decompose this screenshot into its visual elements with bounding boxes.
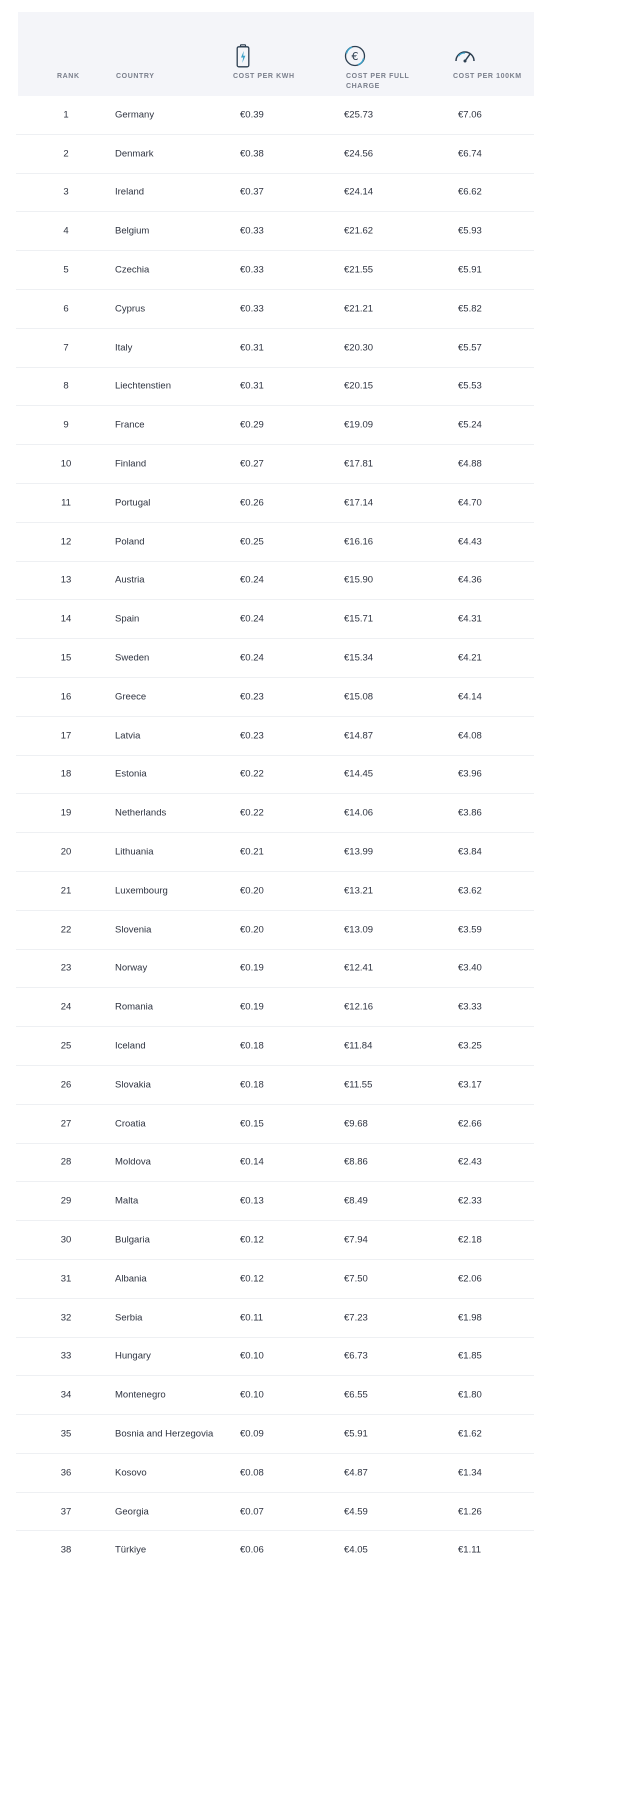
cost-per-full-charge-cell: €9.68	[344, 1118, 368, 1130]
cost-per-kwh-cell: €0.27	[240, 458, 264, 470]
table-row	[16, 174, 534, 213]
rank-cell: 20	[60, 846, 72, 858]
cost-per-100km-cell: €4.43	[458, 536, 482, 548]
rank-cell: 19	[60, 807, 72, 819]
table-body	[0, 96, 550, 1569]
table-row	[16, 1454, 534, 1493]
cost-per-full-charge-cell: €15.34	[344, 652, 374, 664]
country-cell: Türkiye	[115, 1544, 147, 1556]
cost-per-kwh-cell: €0.19	[240, 1001, 264, 1013]
table-row	[16, 600, 534, 639]
euro-coin-icon	[344, 45, 366, 67]
country-cell: Liechtenstien	[115, 380, 171, 392]
rank-cell: 7	[63, 342, 69, 354]
rank-cell: 13	[60, 574, 72, 586]
cost-per-100km-cell: €2.18	[458, 1234, 482, 1246]
cost-per-kwh-cell: €0.33	[240, 303, 264, 315]
cost-per-100km-cell: €1.80	[458, 1389, 482, 1401]
table-row	[16, 1376, 534, 1415]
cost-per-kwh-cell: €0.10	[240, 1350, 264, 1362]
cost-per-full-charge-cell: €16.16	[344, 536, 374, 548]
table-row	[16, 833, 534, 872]
rank-cell: 29	[60, 1195, 72, 1207]
country-cell: Montenegro	[115, 1389, 166, 1401]
cost-per-kwh-cell: €0.38	[240, 148, 264, 160]
rank-cell: 4	[63, 225, 69, 237]
cost-per-kwh-cell: €0.15	[240, 1118, 264, 1130]
cost-per-full-charge-cell: €15.90	[344, 574, 374, 586]
cost-per-100km-cell: €2.66	[458, 1118, 482, 1130]
table-row	[16, 135, 534, 174]
country-cell: France	[115, 419, 145, 431]
cost-per-kwh-cell: €0.39	[240, 109, 264, 121]
rank-cell: 3	[63, 186, 69, 198]
cost-per-kwh-cell: €0.19	[240, 962, 264, 974]
cost-per-100km-cell: €7.06	[458, 109, 482, 121]
table-row	[16, 523, 534, 562]
rank-cell: 33	[60, 1350, 72, 1362]
header-cost-full-line2: CHARGE	[346, 83, 380, 90]
table-row	[16, 251, 534, 290]
cost-per-100km-cell: €1.62	[458, 1428, 482, 1440]
country-cell: Romania	[115, 1001, 154, 1013]
cost-per-full-charge-cell: €21.55	[344, 264, 374, 276]
cost-per-100km-cell: €3.84	[458, 846, 482, 858]
table-row	[16, 1415, 534, 1454]
cost-per-kwh-cell: €0.37	[240, 186, 264, 198]
rank-cell: 22	[60, 924, 72, 936]
country-cell: Spain	[115, 613, 140, 625]
cost-per-full-charge-cell: €21.21	[344, 303, 374, 315]
table-header	[18, 12, 534, 96]
table-row	[16, 678, 534, 717]
rank-cell: 6	[63, 303, 69, 315]
cost-per-full-charge-cell: €19.09	[344, 419, 374, 431]
rank-cell: 25	[60, 1040, 72, 1052]
table-row	[16, 717, 534, 756]
cost-per-full-charge-cell: €8.49	[344, 1195, 368, 1207]
table-row	[16, 756, 534, 795]
rank-cell: 2	[63, 148, 69, 160]
cost-per-kwh-cell: €0.24	[240, 613, 264, 625]
cost-per-kwh-cell: €0.09	[240, 1428, 264, 1440]
header-cost-per-kwh: COST PER KWH	[233, 73, 295, 80]
cost-per-full-charge-cell: €14.45	[344, 768, 374, 780]
rank-cell: 1	[63, 109, 69, 121]
cost-per-kwh-cell: €0.11	[240, 1312, 264, 1324]
cost-per-kwh-cell: €0.23	[240, 730, 264, 742]
rank-cell: 23	[60, 962, 72, 974]
cost-per-kwh-cell: €0.24	[240, 652, 264, 664]
table-row	[16, 329, 534, 368]
table-row	[16, 950, 534, 989]
cost-per-full-charge-cell: €4.59	[344, 1506, 368, 1518]
table-row	[16, 406, 534, 445]
cost-per-full-charge-cell: €14.06	[344, 807, 374, 819]
country-cell: Denmark	[115, 148, 154, 160]
cost-per-full-charge-cell: €17.81	[344, 458, 374, 470]
cost-per-100km-cell: €4.21	[458, 652, 482, 664]
cost-per-full-charge-cell: €6.55	[344, 1389, 368, 1401]
country-cell: Luxembourg	[115, 885, 168, 897]
country-cell: Bosnia and Herzegovia	[115, 1428, 214, 1440]
cost-per-kwh-cell: €0.21	[240, 846, 264, 858]
rank-cell: 30	[60, 1234, 72, 1246]
cost-per-kwh-cell: €0.08	[240, 1467, 264, 1479]
table-row	[16, 368, 534, 407]
country-cell: Poland	[115, 536, 145, 548]
cost-per-full-charge-cell: €20.15	[344, 380, 374, 392]
cost-per-100km-cell: €4.88	[458, 458, 482, 470]
cost-per-full-charge-cell: €12.16	[344, 1001, 374, 1013]
table-row	[16, 872, 534, 911]
table-row	[16, 1066, 534, 1105]
cost-per-full-charge-cell: €11.84	[344, 1040, 373, 1052]
rank-cell: 36	[60, 1467, 72, 1479]
table-row	[16, 1027, 534, 1066]
table-row	[16, 212, 534, 251]
rank-cell: 37	[60, 1506, 72, 1518]
country-cell: Belgium	[115, 225, 150, 237]
cost-per-kwh-cell: €0.13	[240, 1195, 264, 1207]
country-cell: Germany	[115, 109, 155, 121]
cost-per-100km-cell: €5.82	[458, 303, 482, 315]
table-row	[16, 96, 534, 135]
cost-per-100km-cell: €1.34	[458, 1467, 482, 1479]
table-row	[16, 290, 534, 329]
cost-per-kwh-cell: €0.29	[240, 419, 264, 431]
cost-per-100km-cell: €4.14	[458, 691, 482, 703]
cost-per-kwh-cell: €0.07	[240, 1506, 264, 1518]
cost-per-full-charge-cell: €4.87	[344, 1467, 368, 1479]
table-row	[16, 1182, 534, 1221]
cost-per-kwh-cell: €0.25	[240, 536, 264, 548]
country-cell: Croatia	[115, 1118, 146, 1130]
rank-cell: 8	[63, 380, 69, 392]
table-row	[16, 1531, 534, 1569]
cost-per-kwh-cell: €0.24	[240, 574, 264, 586]
header-cost-per-100km: COST PER 100KM	[453, 73, 522, 80]
table-row	[16, 1299, 534, 1338]
table-row	[16, 1338, 534, 1377]
cost-per-kwh-cell: €0.18	[240, 1040, 264, 1052]
country-cell: Ireland	[115, 186, 145, 198]
rank-cell: 38	[60, 1544, 72, 1556]
cost-per-100km-cell: €6.62	[458, 186, 482, 198]
country-cell: Georgia	[115, 1506, 149, 1518]
rank-cell: 10	[60, 458, 72, 470]
country-cell: Sweden	[115, 652, 150, 664]
cost-per-kwh-cell: €0.22	[240, 807, 264, 819]
rank-cell: 9	[63, 419, 69, 431]
country-cell: Estonia	[115, 768, 147, 780]
cost-per-100km-cell: €3.86	[458, 807, 482, 819]
cost-per-100km-cell: €5.93	[458, 225, 482, 237]
cost-per-full-charge-cell: €14.87	[344, 730, 374, 742]
cost-per-100km-cell: €6.74	[458, 148, 482, 160]
speedometer-icon	[454, 48, 476, 64]
cost-per-100km-cell: €3.25	[458, 1040, 482, 1052]
country-cell: Albania	[115, 1273, 147, 1285]
header-country: COUNTRY	[116, 73, 155, 80]
table-row	[16, 988, 534, 1027]
cost-per-full-charge-cell: €7.23	[344, 1312, 368, 1324]
cost-per-kwh-cell: €0.33	[240, 264, 264, 276]
cost-per-full-charge-cell: €4.05	[344, 1544, 368, 1556]
cost-per-100km-cell: €2.43	[458, 1156, 482, 1168]
cost-per-full-charge-cell: €17.14	[344, 497, 374, 509]
cost-per-100km-cell: €3.40	[458, 962, 482, 974]
rank-cell: 24	[60, 1001, 72, 1013]
cost-per-kwh-cell: €0.22	[240, 768, 264, 780]
rank-cell: 18	[60, 768, 72, 780]
cost-per-full-charge-cell: €8.86	[344, 1156, 368, 1168]
cost-per-100km-cell: €5.53	[458, 380, 482, 392]
country-cell: Lithuania	[115, 846, 154, 858]
table-row	[16, 562, 534, 601]
cost-per-kwh-cell: €0.12	[240, 1234, 264, 1246]
cost-per-100km-cell: €3.59	[458, 924, 482, 936]
cost-per-kwh-cell: €0.20	[240, 885, 264, 897]
rank-cell: 21	[60, 885, 72, 897]
country-cell: Austria	[115, 574, 145, 586]
cost-per-full-charge-cell: €13.21	[344, 885, 374, 897]
table-row	[16, 1221, 534, 1260]
table-row	[16, 484, 534, 523]
cost-per-full-charge-cell: €24.56	[344, 148, 374, 160]
table-row	[16, 639, 534, 678]
rank-cell: 35	[60, 1428, 72, 1440]
cost-per-100km-cell: €3.17	[458, 1079, 482, 1091]
table-row	[16, 1144, 534, 1183]
cost-per-100km-cell: €4.70	[458, 497, 482, 509]
cost-per-kwh-cell: €0.23	[240, 691, 264, 703]
table-row	[16, 911, 534, 950]
country-cell: Kosovo	[115, 1467, 147, 1479]
cost-per-kwh-cell: €0.31	[240, 380, 264, 392]
country-cell: Italy	[115, 342, 133, 354]
cost-per-full-charge-cell: €25.73	[344, 109, 374, 121]
cost-per-100km-cell: €4.08	[458, 730, 482, 742]
cost-per-full-charge-cell: €13.09	[344, 924, 374, 936]
cost-per-100km-cell: €3.33	[458, 1001, 482, 1013]
cost-per-full-charge-cell: €15.08	[344, 691, 374, 703]
country-cell: Hungary	[115, 1350, 151, 1362]
header-rank: RANK	[57, 73, 80, 80]
cost-per-kwh-cell: €0.18	[240, 1079, 264, 1091]
cost-per-full-charge-cell: €7.94	[344, 1234, 368, 1246]
table-row	[16, 445, 534, 484]
svg-text:€: €	[351, 50, 359, 63]
rank-cell: 32	[60, 1312, 72, 1324]
cost-per-full-charge-cell: €20.30	[344, 342, 374, 354]
battery-icon	[236, 44, 250, 68]
country-cell: Czechia	[115, 264, 150, 276]
cost-per-full-charge-cell: €7.50	[344, 1273, 368, 1285]
cost-per-100km-cell: €5.24	[458, 419, 482, 431]
country-cell: Netherlands	[115, 807, 167, 819]
rank-cell: 12	[60, 536, 72, 548]
cost-per-100km-cell: €1.11	[458, 1544, 482, 1556]
cost-per-kwh-cell: €0.12	[240, 1273, 264, 1285]
country-cell: Portugal	[115, 497, 151, 509]
cost-per-100km-cell: €3.96	[458, 768, 482, 780]
rank-cell: 16	[60, 691, 72, 703]
cost-per-kwh-cell: €0.31	[240, 342, 264, 354]
cost-per-full-charge-cell: €5.91	[344, 1428, 368, 1440]
cost-per-full-charge-cell: €21.62	[344, 225, 374, 237]
header-cost-per-full-charge	[346, 72, 409, 92]
rank-cell: 17	[60, 730, 72, 742]
rank-cell: 15	[60, 652, 72, 664]
country-cell: Slovakia	[115, 1079, 151, 1091]
country-cell: Malta	[115, 1195, 139, 1207]
country-cell: Greece	[115, 691, 147, 703]
cost-per-100km-cell: €5.57	[458, 342, 482, 354]
country-cell: Iceland	[115, 1040, 146, 1052]
country-cell: Finland	[115, 458, 147, 470]
cost-per-full-charge-cell: €15.71	[344, 613, 374, 625]
table-row	[16, 1493, 534, 1532]
cost-per-kwh-cell: €0.33	[240, 225, 264, 237]
country-cell: Serbia	[115, 1312, 143, 1324]
country-cell: Bulgaria	[115, 1234, 150, 1246]
cost-per-100km-cell: €1.26	[458, 1506, 482, 1518]
cost-per-kwh-cell: €0.20	[240, 924, 264, 936]
cost-per-100km-cell: €4.31	[458, 613, 482, 625]
table-row	[16, 1260, 534, 1299]
country-cell: Slovenia	[115, 924, 152, 936]
cost-per-100km-cell: €1.85	[458, 1350, 482, 1362]
cost-per-100km-cell: €5.91	[458, 264, 482, 276]
table-row	[16, 794, 534, 833]
cost-per-full-charge-cell: €6.73	[344, 1350, 368, 1362]
rank-cell: 14	[60, 613, 72, 625]
cost-per-100km-cell: €2.33	[458, 1195, 482, 1207]
country-cell: Moldova	[115, 1156, 151, 1168]
rank-cell: 5	[63, 264, 69, 276]
cost-per-100km-cell: €1.98	[458, 1312, 482, 1324]
cost-per-100km-cell: €2.06	[458, 1273, 482, 1285]
header-cost-full-line1: COST PER FULL	[346, 73, 410, 80]
cost-per-full-charge-cell: €24.14	[344, 186, 374, 198]
cost-per-full-charge-cell: €11.55	[344, 1079, 373, 1091]
cost-per-100km-cell: €3.62	[458, 885, 482, 897]
cost-per-full-charge-cell: €12.41	[344, 962, 374, 974]
table-row	[16, 1105, 534, 1144]
country-cell: Cyprus	[115, 303, 146, 315]
rank-cell: 34	[60, 1389, 72, 1401]
rank-cell: 27	[60, 1118, 72, 1130]
cost-per-kwh-cell: €0.06	[240, 1544, 264, 1556]
cost-per-kwh-cell: €0.14	[240, 1156, 264, 1168]
country-cell: Latvia	[115, 730, 141, 742]
rank-cell: 31	[60, 1273, 72, 1285]
cost-per-kwh-cell: €0.10	[240, 1389, 264, 1401]
rank-cell: 26	[60, 1079, 72, 1091]
rank-cell: 28	[60, 1156, 72, 1168]
cost-per-full-charge-cell: €13.99	[344, 846, 374, 858]
country-cell: Norway	[115, 962, 148, 974]
cost-per-kwh-cell: €0.26	[240, 497, 264, 509]
cost-per-100km-cell: €4.36	[458, 574, 482, 586]
rank-cell: 11	[61, 497, 71, 509]
